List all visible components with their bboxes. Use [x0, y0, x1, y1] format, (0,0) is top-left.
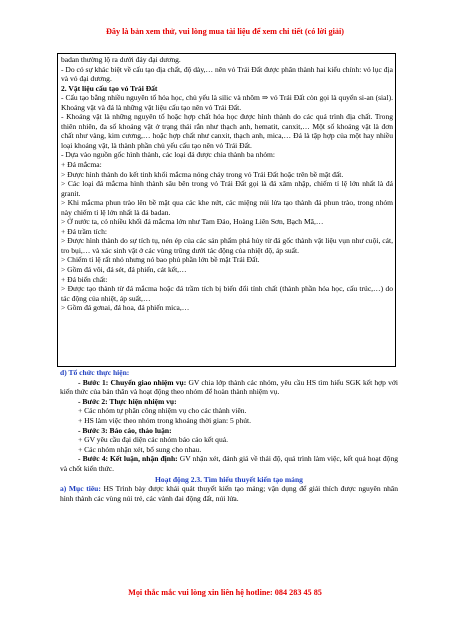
- list-item: > Được hình thành do kết tinh khối mắcma nóng chảy trong vỏ Trái Đất hoặc trên bề mặt đất.: [61, 169, 344, 179]
- list-item: > Gồm đá vôi, đá sét, đá phiến, cát kết,…: [61, 265, 187, 275]
- preview-banner: Đây là bản xem thử, vui lòng mua tài liệu để xem chi tiết (có lời giải): [105, 27, 344, 36]
- step-1-text: GV chia lớp thành các nhóm, yêu cầu HS tìm hiểu SGK kết hợp với kiến thức của bản thân và hoạt động theo nhóm để hoàn thành nhiệm vụ.: [60, 377, 399, 397]
- paragraph: badan thường lộ ra dưới đáy đại dương.: [61, 55, 181, 64]
- step-4-label: - Bước 4: Kết luận, nhận định:: [78, 454, 178, 464]
- list-item: > Được tạo thành từ đá mắcma hoặc đá trầm tích bị biến đổi tính chất (thành phần hóa học, cấu trúc,…) do tác động của nhiệt, áp suất,…: [61, 284, 393, 303]
- goal-label: a) Mục tiêu:: [60, 484, 101, 494]
- step-4: [60, 454, 398, 473]
- activity-title: Hoạt động 2.3. Tìm hiểu thuyết kiến tạo mảng: [155, 474, 303, 484]
- content-box: [57, 53, 396, 367]
- step-1-label: - Bước 1: Chuyển giao nhiệm vụ:: [78, 377, 187, 387]
- section-heading-d: d) Tổ chức thực hiện:: [60, 368, 130, 377]
- list-item: > Gồm đá gơnai, đá hoa, đá phiến mica,…: [61, 303, 190, 313]
- paragraph: - Do có sự khác biệt về cấu tạo địa chất, độ dày,… nên vỏ Trái Đất được phân thành hai kiểu chính: vỏ lục địa và vỏ đại dương.: [61, 64, 393, 84]
- paragraph: - Khoáng vật là những nguyên tố hoặc hợp chất hóa học được hình thành do các quá trình địa chất. Trong thiên nhiên, đa số khoáng vật ở trạng thái rắn như thạch anh, hematit, canxit,… Một số khoáng vật là đơn chất như vàng, kim cương,… hoặc hợp chất như canxit, thạch anh, mica,… Đá là tập hợp của một hay nhiều loại khoáng vật, là thành phần chủ yếu cấu tạo nên vỏ Trái Đất.: [61, 112, 393, 150]
- section-heading: 2. Vật liệu cấu tạo vỏ Trái Đất: [61, 83, 158, 93]
- list-item: > Ở nước ta, có nhiều khối đá mắcma lớn như Tam Đảo, Hoàng Liên Sơn, Bạch Mã,…: [61, 217, 324, 227]
- list-item: > Khi mắcma phun trào lên bề mặt qua các khe nứt, các miệng núi lửa tạo thành đá phun trào, trong nhóm này chiếm tỉ lệ lớn nhất là đá badan.: [61, 198, 393, 217]
- list-item: > Chiếm tỉ lệ rất nhỏ nhưng nó bao phủ phần lớn bề mặt Trái Đất.: [61, 255, 260, 265]
- list-item: > Được hình thành do sự tích tụ, nén ép của các sản phẩm phá hủy từ đá gốc thành vật liệu vụn như cuội, cát, tro bụi,… và xác sinh vật ở các vùng trũng dưới tác động của nhiệt độ, áp suất.: [61, 236, 393, 255]
- list-item: + Đá biến chất:: [61, 274, 108, 284]
- list-item: + Đá mắcma:: [61, 160, 102, 170]
- paragraph: - Dựa vào nguồn gốc hình thành, các loại đá được chia thành ba nhóm:: [61, 150, 275, 160]
- step-4-text: GV nhận xét, đánh giá về thái độ, quá trình làm việc, kết quả hoạt động và chốt kiến thức.: [60, 454, 398, 473]
- body-text: [60, 368, 398, 503]
- step-3-line: + Các nhóm nhận xét, bổ sung cho nhau.: [78, 444, 202, 454]
- step-2-label: - Bước 2: Thực hiện nhiệm vụ:: [78, 396, 177, 406]
- goal-paragraph: [60, 484, 398, 503]
- step-3-label: - Bước 3: Báo cáo, thảo luận:: [78, 425, 172, 435]
- step-1: [60, 378, 398, 397]
- list-item: > Các loại đá mắcma hình thành sâu bên trong vỏ Trái Đất gọi là đá xâm nhập, chiếm tỉ lệ lớn nhất là đá granit.: [61, 179, 393, 198]
- list-item: + Đá trầm tích:: [61, 226, 107, 236]
- paragraph: - Cấu tạo bằng nhiều nguyên tố hóa học, chủ yếu là silic và nhôm ⇒ vỏ Trái Đất còn gọi là quyển si-an (sial). Khoáng vật và đá là những vật liệu cấu tạo nên vỏ Trái Đất.: [61, 93, 393, 112]
- step-2-line: + Các nhóm tự phân công nhiệm vụ cho các thành viên.: [78, 406, 247, 416]
- hotline-banner: Mọi thắc mắc vui lòng xin liên hệ hotline: 084 283 45 85: [128, 588, 322, 597]
- step-2-line: + HS làm việc theo nhóm trong khoảng thời gian: 5 phút.: [78, 415, 251, 425]
- goal-text: HS Trình bày được khái quát thuyết kiến tạo mảng; vận dụng để giải thích được nguyên nhân hình thành các vùng núi trẻ, các vành đai động đất, núi lửa.: [60, 484, 398, 503]
- step-3-line: + GV yêu cầu đại diện các nhóm báo cáo kết quả.: [78, 435, 228, 445]
